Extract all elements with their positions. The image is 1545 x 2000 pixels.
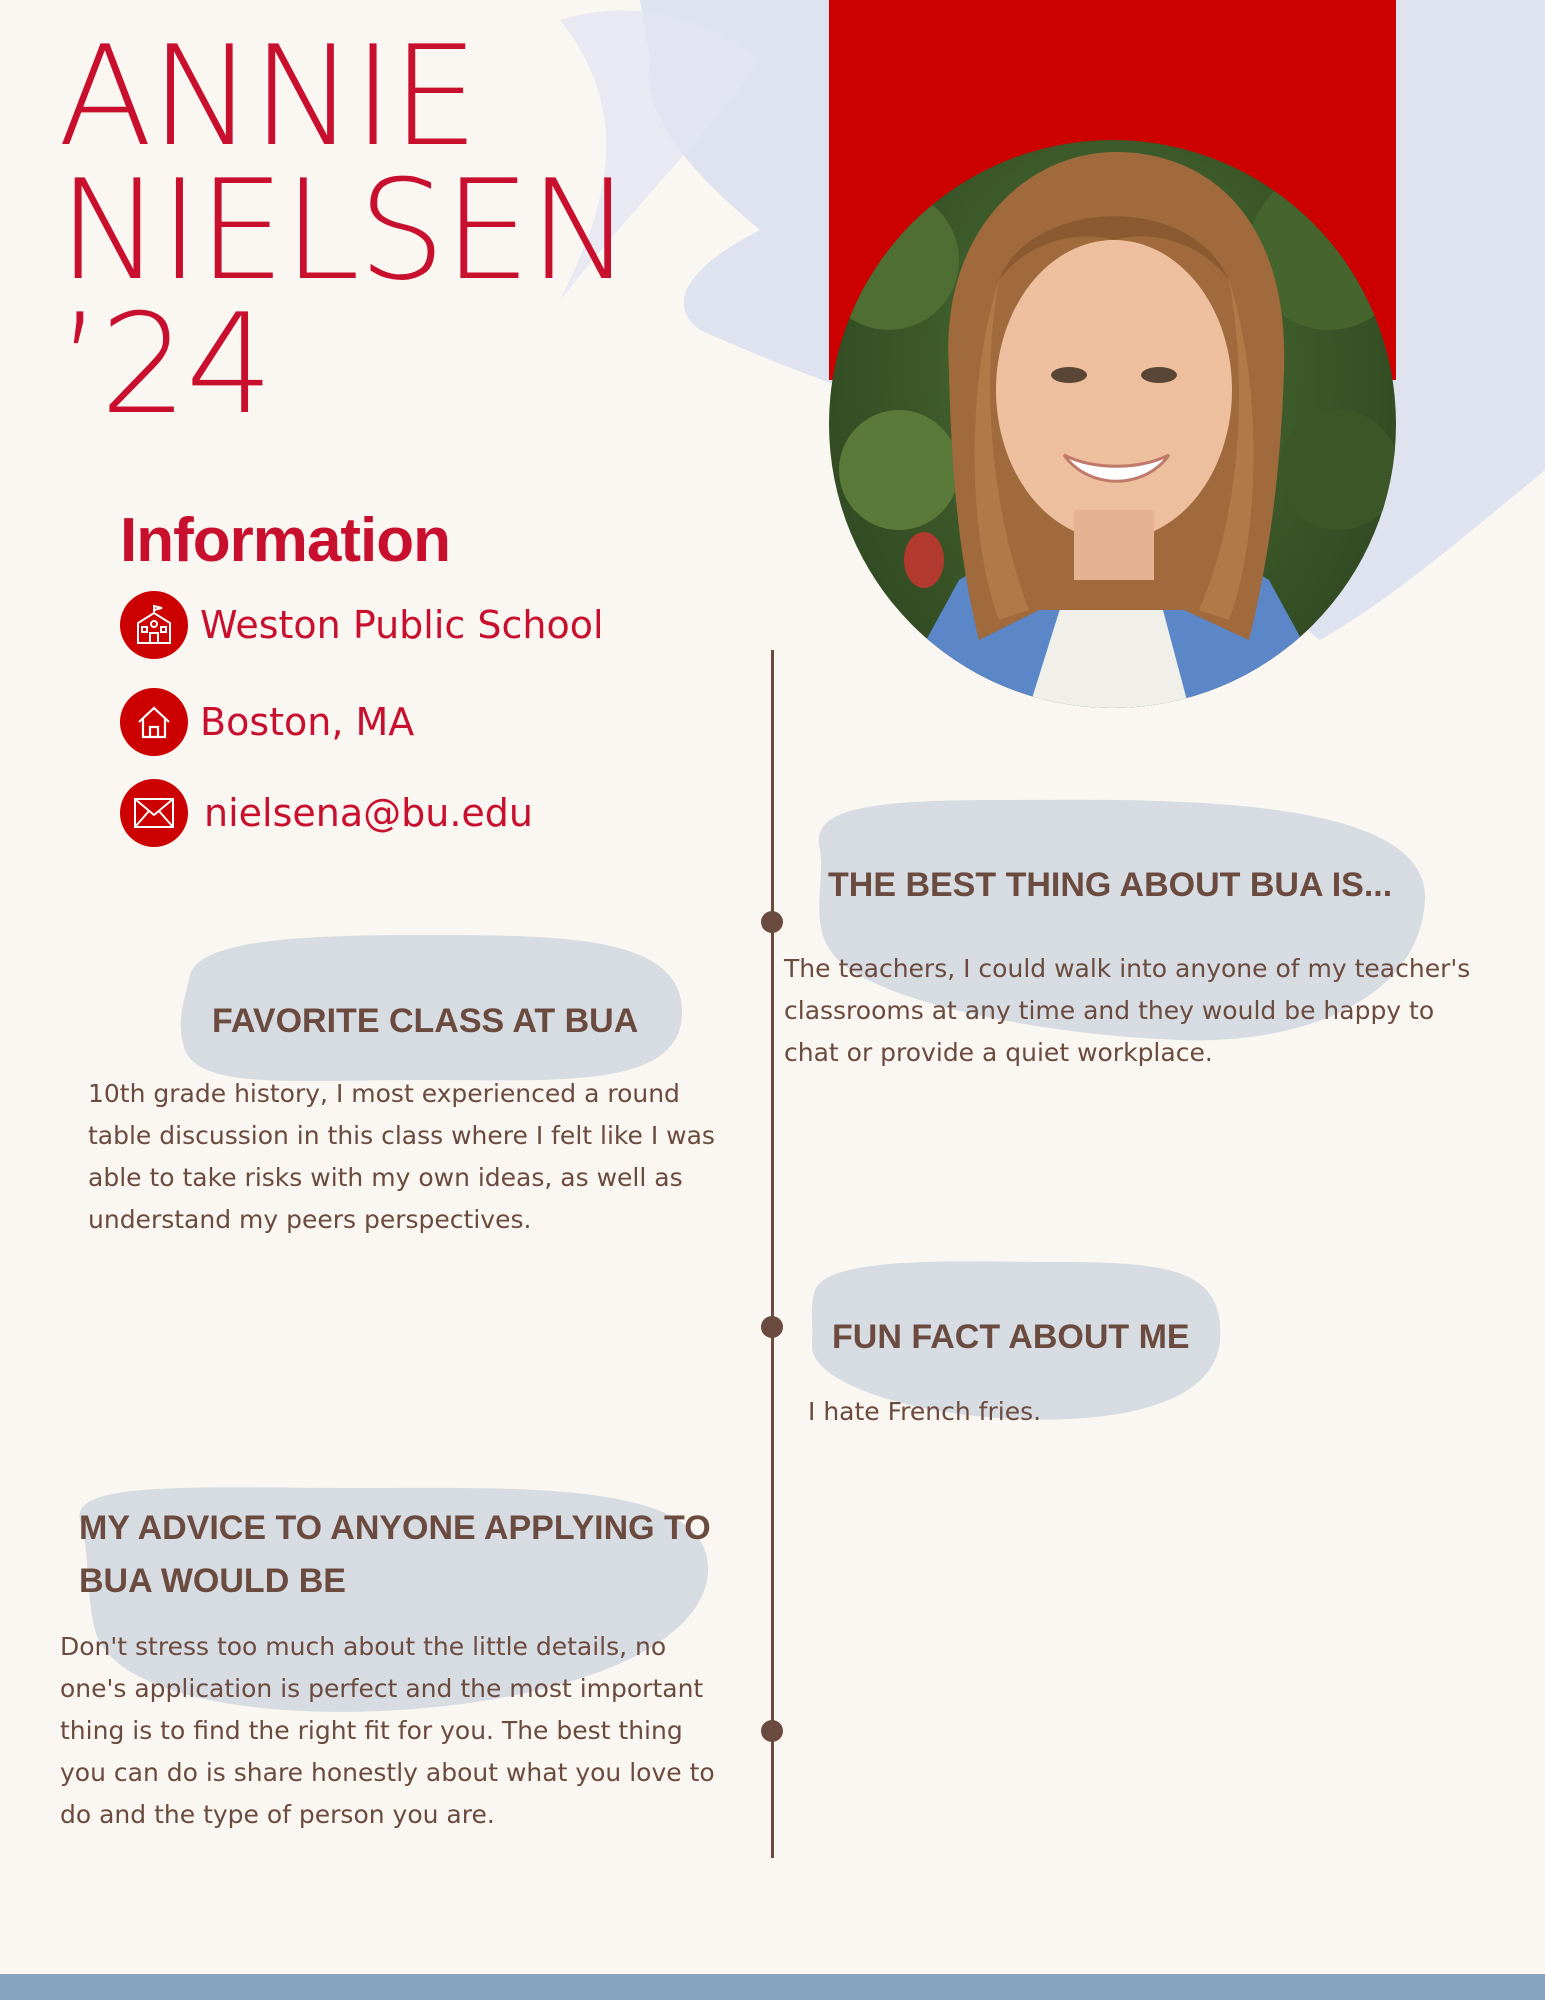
class-year: ’24 — [58, 284, 272, 445]
advice-body: Don't stress too much about the little details, no one's application is perfect and the most important thing is to find the right fit for you. The best thing you can do is share honestly about what you love to do and the type of person you are. — [60, 1632, 715, 1829]
best-thing-body: The teachers, I could walk into anyone of my teacher's classrooms at any time and they would be happy to chat or provide a quiet workplace. — [784, 954, 1471, 1067]
information-title: Information — [120, 506, 450, 575]
school-label: Weston Public School — [200, 603, 604, 647]
fun-fact-body: I hate French fries. — [808, 1397, 1042, 1426]
footer-bar — [0, 1974, 1545, 2000]
last-name: NIELSEN — [58, 150, 631, 311]
best-thing-heading: THE BEST THING ABOUT BUA IS... — [828, 866, 1393, 904]
location-label: Boston, MA — [200, 700, 415, 744]
email-label[interactable]: nielsena@bu.edu — [204, 791, 533, 835]
first-name: ANNIE — [58, 16, 477, 177]
fun-fact-heading: FUN FACT ABOUT ME — [832, 1318, 1190, 1356]
favorite-class-heading: FAVORITE CLASS AT BUA — [212, 1002, 639, 1040]
advice-heading: MY ADVICE TO ANYONE APPLYING TO BUA WOULD BE — [79, 1509, 711, 1600]
favorite-class-body: 10th grade history, I most experienced a round table discussion in this class where I felt like I was able to take risks with my own ideas, as well as understand my peers perspectives. — [88, 1079, 715, 1234]
